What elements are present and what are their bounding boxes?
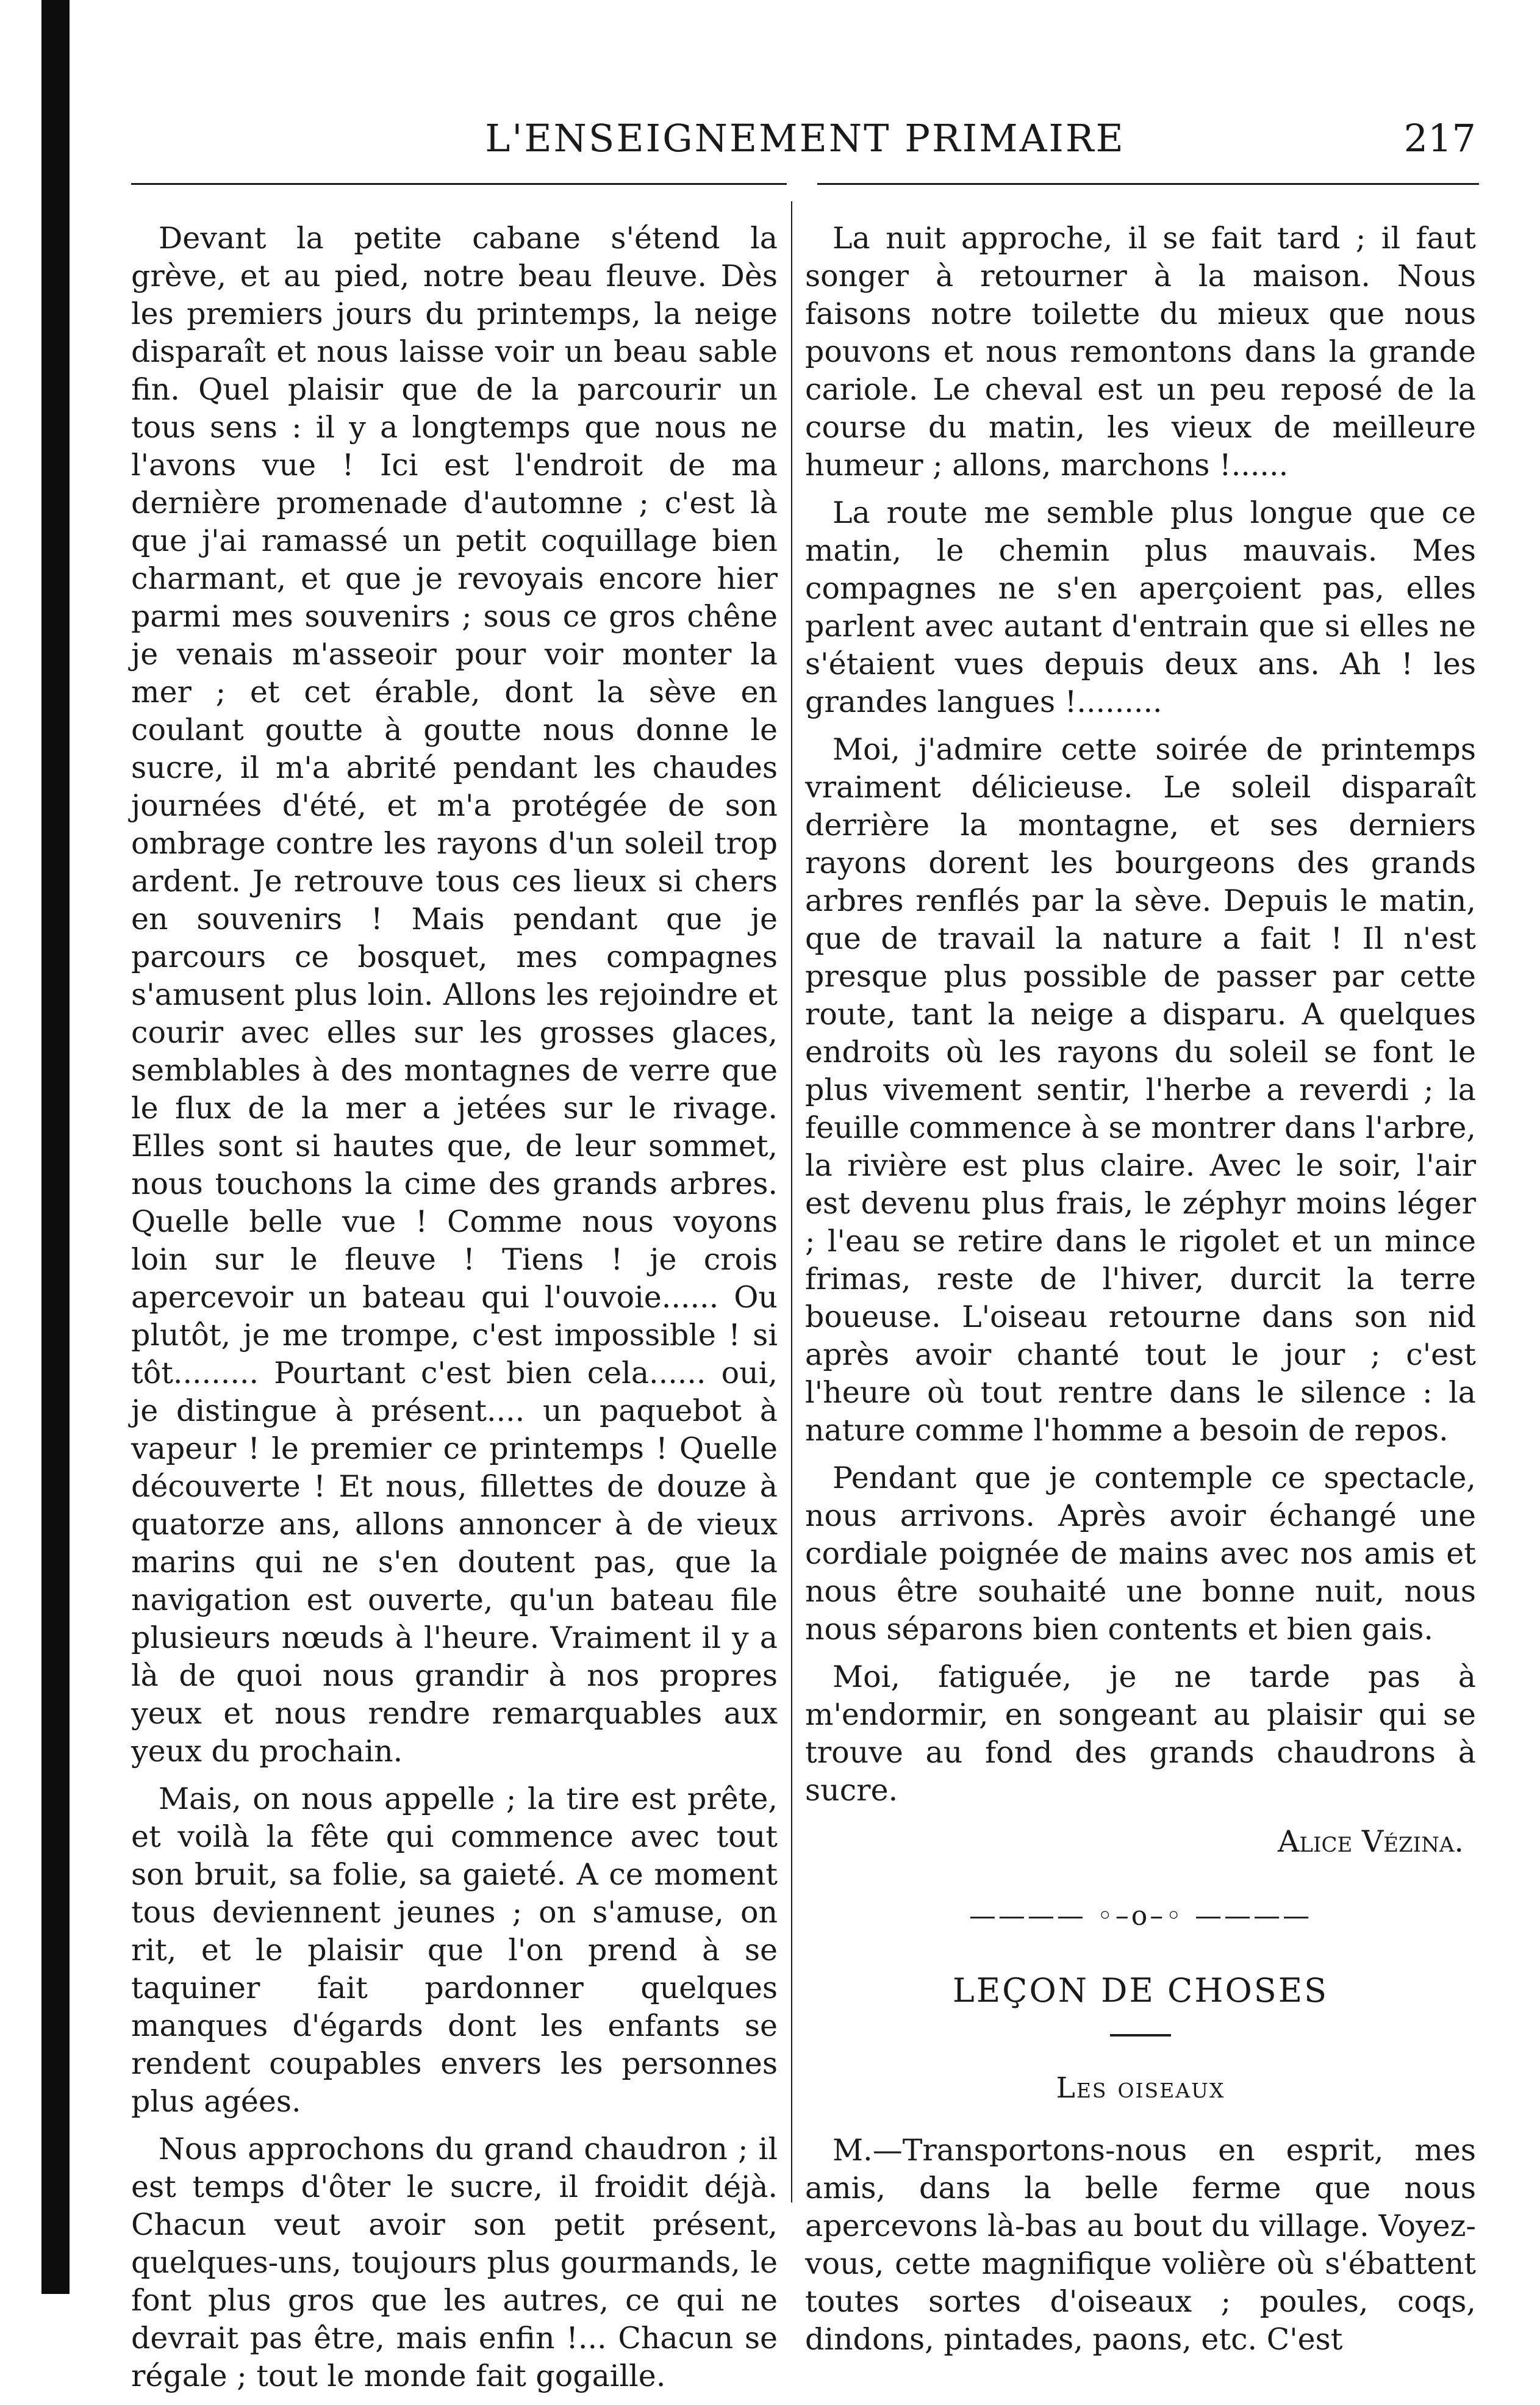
right-paragraph-1: La nuit approche, il se fait tard ; il faut songer à retourner à la maison. Nous faisons notre toilette du mieux que nous pouvons et nous remontons dans la grande cariole. Le cheval est un peu reposé de la course du matin, les vieux de meilleure humeur ; allons, marchons !...... [805, 221, 1476, 483]
left-paragraph-3: Nous approchons du grand chaudron ; il est temps d'ôter le sucre, il froidit déjà. Chacun veut avoir son petit présent, quelques-uns, toujours plus gourmands, le font plus gros que les autres, ce qui ne devrait pas être, mais enfin !... Chacun se régale ; tout le monde fait gogaille. [131, 2132, 778, 2393]
right-paragraph-3: Moi, j'admire cette soirée de printemps vraiment délicieuse. Le soleil disparaît derrière la montagne, et ses derniers rayons dorent les bourgeons des grands arbres renflés par la sève. Depuis le matin, que de travail la nature a fait ! Il n'est presque plus possible de passer par cette route, tant la neige a disparu. A quelques endroits où les rayons du soleil se font le plus vivement sentir, l'herbe a reverdi ; la feuille commence à se montrer dans l'arbre, la rivière est plus claire. Avec le soir, l'air est devenu plus frais, le zéphyr moins léger ; l'eau se retire dans le rigolet et un mince frimas, reste de l'hiver, durcit la terre boueuse. L'oiseau retourne dans son nid après avoir chanté tout le jour ; c'est l'heure où tout rentre dans le silence : la nature comme l'homme a besoin de repos. [805, 732, 1476, 1448]
header-rule-left [131, 183, 787, 185]
right-column [805, 220, 1476, 2368]
left-paragraph-2: Mais, on nous appelle ; la tire est prête, et voilà la fête qui commence avec tout son bruit, sa folie, sa gaieté. A ce moment tous deviennent jeunes ; on s'amuse, on rit, et le plaisir que l'on prend à se taquiner fait pardonner quelques manques d'égards dont les enfants se rendent coupables envers les personnes plus agées. [131, 1781, 778, 2119]
lesson-paragraph: M.—Transportons-nous en esprit, mes amis, dans la belle ferme que nous apercevons là-bas au bout du village. Voyez-vous, cette magnifique volière où s'ébattent toutes sortes d'oiseaux ; poules, coqs, dindons, pintades, paons, etc. C'est [805, 2133, 1476, 2357]
subsection-title: Les oiseaux [1056, 2071, 1225, 2105]
section-title: LEÇON DE CHOSES [952, 1971, 1329, 2010]
author-signature: Alice Vézina. [1278, 1824, 1464, 1859]
page-header [134, 116, 1476, 183]
right-paragraph-2: La route me semble plus longue que ce matin, le chemin plus mauvais. Mes compagnes ne s'en aperçoient pas, elles parlent avec autant d'entrain que si elles ne s'étaient vues depuis deux ans. Ah ! les grandes langues !......... [805, 495, 1476, 719]
page-number: 217 [1403, 116, 1476, 160]
header-rule-right [817, 183, 1479, 185]
left-column [131, 220, 778, 2405]
page-binding-edge [41, 0, 70, 2294]
section-ornament: ———— ◦–o–◦ ———— [969, 1900, 1313, 1932]
right-paragraph-4: Pendant que je contemple ce spectacle, nous arrivons. Après avoir échangé une cordiale poignée de mains avec nos amis et nous être souhaité une bonne nuit, nous nous séparons bien contents et bien gais. [805, 1461, 1476, 1647]
running-title: L'ENSEIGNEMENT PRIMAIRE [485, 116, 1125, 160]
right-paragraph-5: Moi, fatiguée, je ne tarde pas à m'endormir, en songeant au plaisir qui se trouve au fond des grands chaudrons à sucre. [805, 1659, 1476, 1808]
left-paragraph-1: Devant la petite cabane s'étend la grève, et au pied, notre beau fleuve. Dès les premiers jours du printemps, la neige disparaît et nous laisse voir un beau sable fin. Quel plaisir que de la parcourir un tous sens : il y a longtemps que nous ne l'avons vue ! Ici est l'endroit de ma dernière promenade d'automne ; c'est là que j'ai ramassé un petit coquillage bien charmant, et que je revoyais encore hier parmi mes souvenirs ; sous ce gros chêne je venais m'asseoir pour voir monter la mer ; et cet érable, dont la sève en coulant goutte à goutte nous donne le sucre, il m'a abrité pendant les chaudes journées d'été, et m'a protégée de son ombrage contre les rayons d'un soleil trop ardent. Je retrouve tous ces lieux si chers en souvenirs ! Mais pendant que je parcours ce bosquet, mes compagnes s'amusent plus loin. Allons les rejoindre et courir avec elles sur les grosses glaces, semblables à des montagnes de verre que le flux de la mer a jetées sur le rivage. Elles sont si hautes que, de leur sommet, nous touchons la cime des grands arbres. Quelle belle vue ! Comme nous voyons loin sur le fleuve ! Tiens ! je crois apercevoir un bateau qui l'ouvoie...... Ou plutôt, je me trompe, c'est impossible ! si tôt......... Pourtant c'est bien cela...... oui, je distingue à présent.... un paquebot à vapeur ! le premier ce printemps ! Quelle découverte ! Et nous, fillettes de douze à quatorze ans, allons annoncer à de vieux marins qui ne s'en doutent pas, que la navigation est ouverte, qu'un bateau file plusieurs nœuds à l'heure. Vraiment il y a là de quoi nous grandir à nos propres yeux et nous rendre remarquables aux yeux du prochain. [131, 221, 778, 1769]
section-rule [1110, 2034, 1171, 2037]
column-divider [791, 201, 792, 2202]
